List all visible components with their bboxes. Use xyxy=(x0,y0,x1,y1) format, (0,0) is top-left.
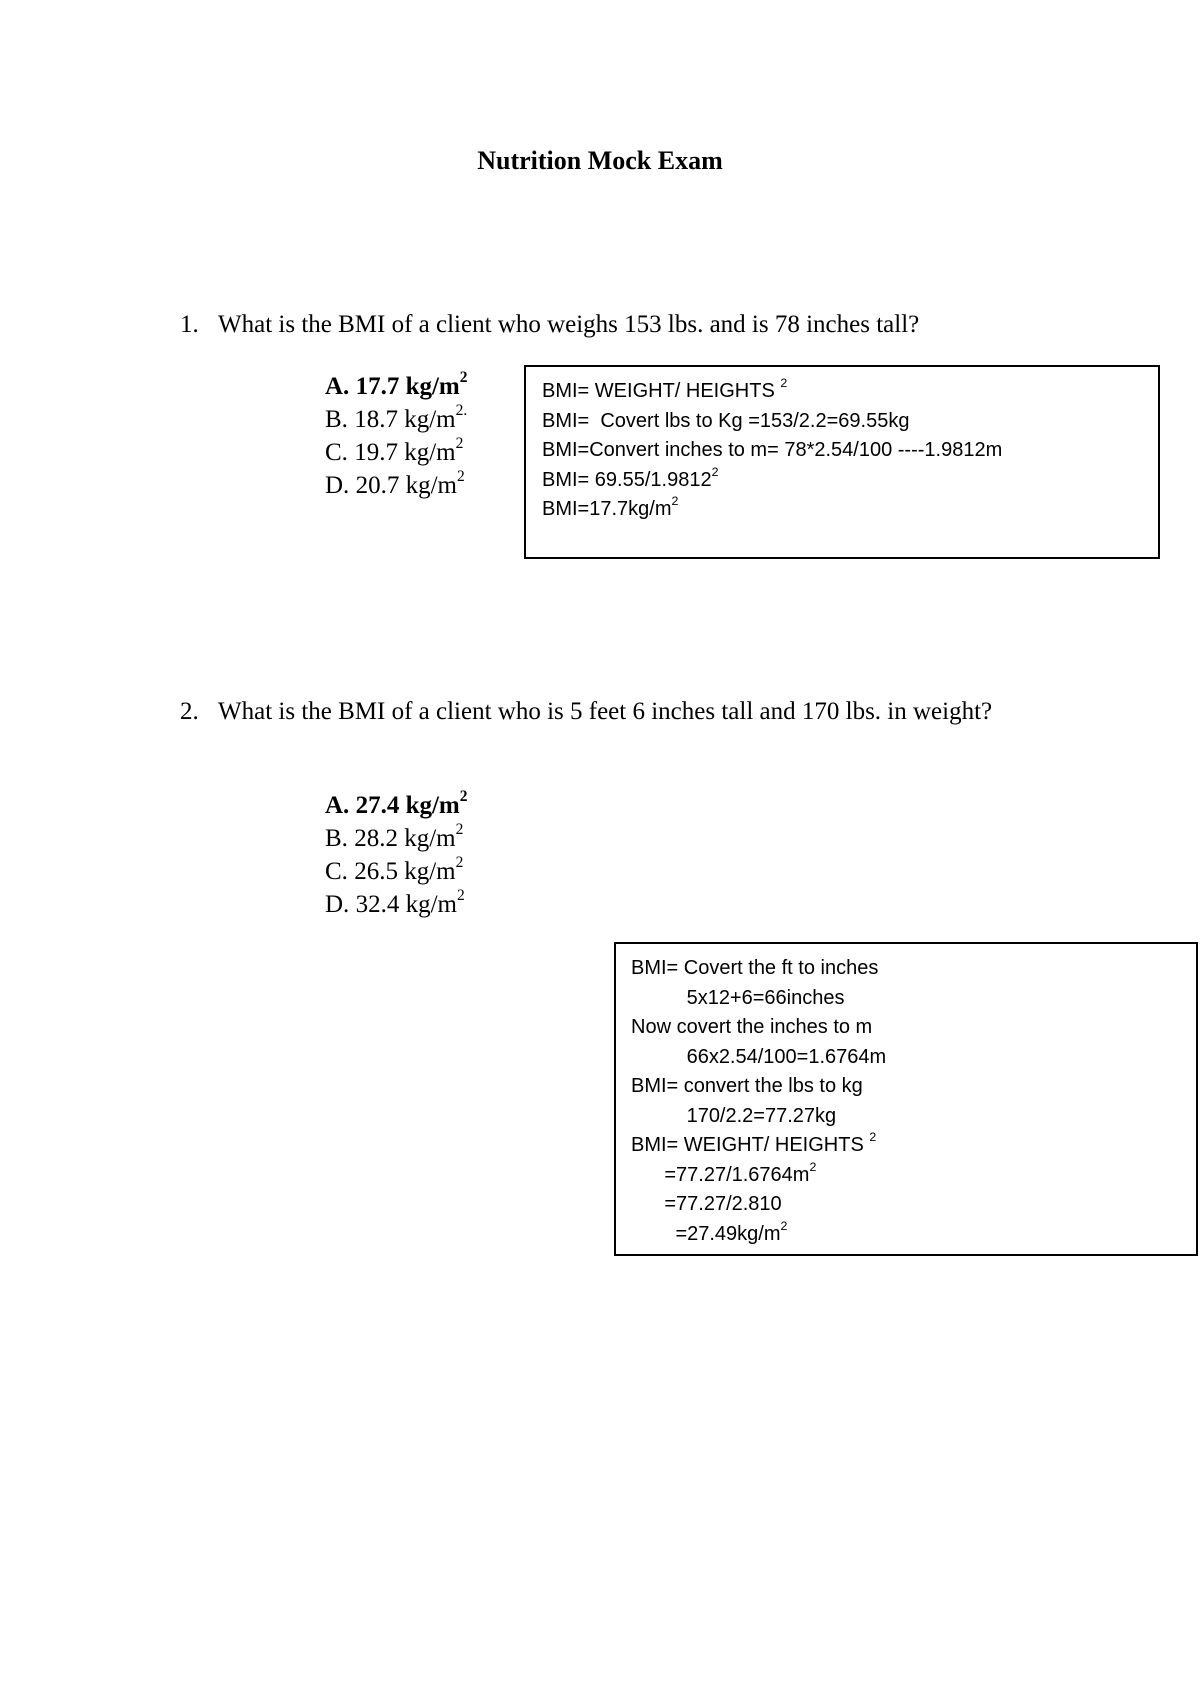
solution-text: =27.49kg/m xyxy=(631,1222,781,1245)
solution-text: =77.27/2.810 xyxy=(631,1193,782,1215)
solution-superscript: 2 xyxy=(869,1130,877,1145)
solution-line xyxy=(542,436,1158,466)
option-superscript: 2 xyxy=(455,435,464,453)
option-label: B. xyxy=(325,406,348,433)
option-superscript: 2 xyxy=(455,821,464,839)
option-superscript: 2 xyxy=(459,788,468,806)
solution-superscript: 2 xyxy=(671,494,679,509)
solution-text: BMI= Covert lbs to Kg =153/2.2=69.55kg xyxy=(542,409,910,432)
solution-box-1 xyxy=(524,365,1160,559)
option-value: 26.5 kg/m xyxy=(354,858,456,885)
answer-option[interactable] xyxy=(325,436,468,469)
solution-text: 5x12+6=66inches xyxy=(631,986,845,1009)
option-superscript: 2 xyxy=(459,369,468,387)
solution-text: BMI=Convert inches to m= 78*2.54/100 ----1.9812m xyxy=(542,439,1003,461)
solution-superscript: 2 xyxy=(711,464,719,479)
answer-option[interactable] xyxy=(325,403,468,436)
solution-text: 66x2.54/100=1.6764m xyxy=(631,1045,887,1068)
solution-line xyxy=(631,1131,1196,1161)
solution-text: BMI= Covert the ft to inches xyxy=(631,957,879,979)
answer-options-2 xyxy=(325,789,468,921)
solution-text: BMI= 69.55/1.9812 xyxy=(542,468,712,491)
option-label: B. xyxy=(325,825,348,852)
option-value: 32.4 kg/m xyxy=(355,891,457,918)
solution-line xyxy=(542,377,1158,407)
solution-line xyxy=(631,1190,1196,1220)
answer-option[interactable] xyxy=(325,822,468,855)
option-value: 17.7 kg/m xyxy=(355,373,460,400)
answer-option[interactable] xyxy=(325,469,468,502)
question-text: What is the BMI of a client who is 5 feet 6 inches tall and 170 lbs. in weight? xyxy=(218,698,993,725)
solution-superscript: 2 xyxy=(780,376,788,391)
answer-option[interactable] xyxy=(325,888,468,921)
answer-option[interactable] xyxy=(325,370,468,403)
option-value: 27.4 kg/m xyxy=(355,792,460,819)
option-value: 20.7 kg/m xyxy=(355,472,457,499)
question-1 xyxy=(180,308,1040,348)
solution-superscript: 2 xyxy=(809,1159,817,1174)
option-label: A. xyxy=(325,792,350,819)
option-value: 18.7 kg/m xyxy=(354,406,456,433)
question-2 xyxy=(180,695,1040,765)
solution-text: BMI= WEIGHT/ HEIGHTS xyxy=(542,380,781,402)
solution-box-2 xyxy=(614,942,1198,1256)
solution-line xyxy=(631,1161,1196,1191)
question-text: What is the BMI of a client who weighs 153 lbs. and is 78 inches tall? xyxy=(218,311,920,338)
answer-options-1 xyxy=(325,370,468,502)
option-label: A. xyxy=(325,373,350,400)
solution-line xyxy=(631,984,1196,1014)
solution-line xyxy=(631,1072,1196,1102)
question-number: 1. xyxy=(180,311,199,338)
answer-option[interactable] xyxy=(325,855,468,888)
solution-text: BMI= convert the lbs to kg xyxy=(631,1075,863,1097)
solution-line xyxy=(542,466,1158,496)
solution-text: =77.27/1.6764m xyxy=(631,1163,810,1186)
solution-text: 170/2.2=77.27kg xyxy=(631,1104,837,1127)
question-number: 2. xyxy=(180,698,199,725)
option-superscript: 2 xyxy=(456,468,465,486)
solution-line xyxy=(542,407,1158,437)
solution-line xyxy=(631,1102,1196,1132)
solution-line xyxy=(631,1220,1196,1250)
option-label: D. xyxy=(325,891,350,918)
solution-line xyxy=(631,1043,1196,1073)
option-value: 19.7 kg/m xyxy=(354,439,456,466)
solution-text: BMI= WEIGHT/ HEIGHTS xyxy=(631,1134,870,1156)
option-superscript: 2 xyxy=(456,887,465,905)
option-superscript: 2. xyxy=(455,402,468,420)
solution-text: BMI=17.7kg/m xyxy=(542,498,672,520)
option-label: D. xyxy=(325,472,350,499)
answer-option[interactable] xyxy=(325,789,468,822)
solution-line xyxy=(631,1013,1196,1043)
solution-line xyxy=(631,954,1196,984)
solution-text: Now covert the inches to m xyxy=(631,1016,873,1038)
solution-line xyxy=(542,495,1158,525)
page-title: Nutrition Mock Exam xyxy=(477,146,723,175)
option-label: C. xyxy=(325,439,348,466)
option-superscript: 2 xyxy=(455,854,464,872)
solution-superscript: 2 xyxy=(780,1218,788,1233)
option-label: C. xyxy=(325,858,348,885)
option-value: 28.2 kg/m xyxy=(354,825,456,852)
